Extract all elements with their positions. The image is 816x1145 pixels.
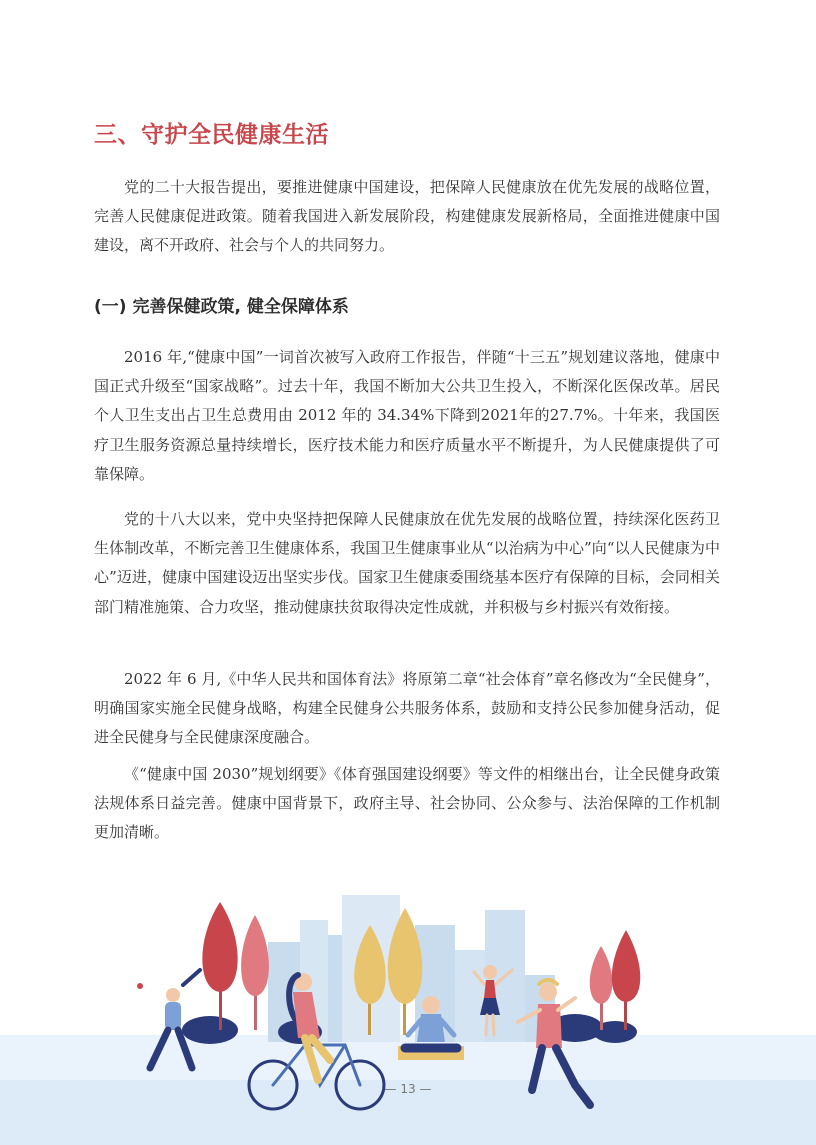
subsection-title: (一) 完善保健政策, 健全保障体系: [94, 297, 349, 317]
body-paragraph-3: 2022 年 6 月,《中华人民共和国体育法》将原第二章“社会体育”章名修改为“全民健身”，明确国家实施全民健身战略，构建全民健身公共服务体系，鼓励和支持公民参加健身活动，促进全民健身与全民健康深度融合。: [94, 670, 720, 747]
body-paragraph-1: 2016 年,“健康中国”一词首次被写入政府工作报告，伴随“十三五”规划建议落地，健康中国正式升级至“国家战略”。过去十年，我国不断加大公共卫生投入，不断深化医保改革。居民个人卫生支出占卫生总费用由 2012 年的 34.34%下降到2021年的27.7%。十年来，我国医疗卫生服务资源总量持续增长，医疗技术能力和医疗质量水平不断提升，为人民健康提供了可靠保障。: [94, 348, 720, 483]
section-title: 三、守护全民健康生活: [94, 122, 329, 148]
fitness-park-illustration: [0, 880, 816, 1145]
page-number: — 13 —: [384, 1082, 432, 1096]
intro-paragraph: 党的二十大报告提出，要推进健康中国建设，把保障人民健康放在优先发展的战略位置，完善人民健康促进政策。随着我国进入新发展阶段，构建健康发展新格局，全面推进健康中国建设，离不开政府、社会与个人的共同努力。: [94, 178, 720, 255]
body-paragraph-2: 党的十八大以来，党中央坚持把保障人民健康放在优先发展的战略位置，持续深化医药卫生体制改革，不断完善卫生健康体系，我国卫生健康事业从“以治病为中心”向“以人民健康为中心”迈进，健康中国建设迈出坚实步伐。国家卫生健康委围绕基本医疗有保障的目标，会同相关部门精准施策、合力攻坚，推动健康扶贫取得决定性成就，并积极与乡村振兴有效衔接。: [94, 510, 720, 616]
body-paragraph-4: 《“健康中国 2030”规划纲要》《体育强国建设纲要》等文件的相继出台，让全民健身政策法规体系日益完善。健康中国背景下，政府主导、社会协同、公众参与、法治保障的工作机制更加清晰。: [94, 765, 720, 842]
